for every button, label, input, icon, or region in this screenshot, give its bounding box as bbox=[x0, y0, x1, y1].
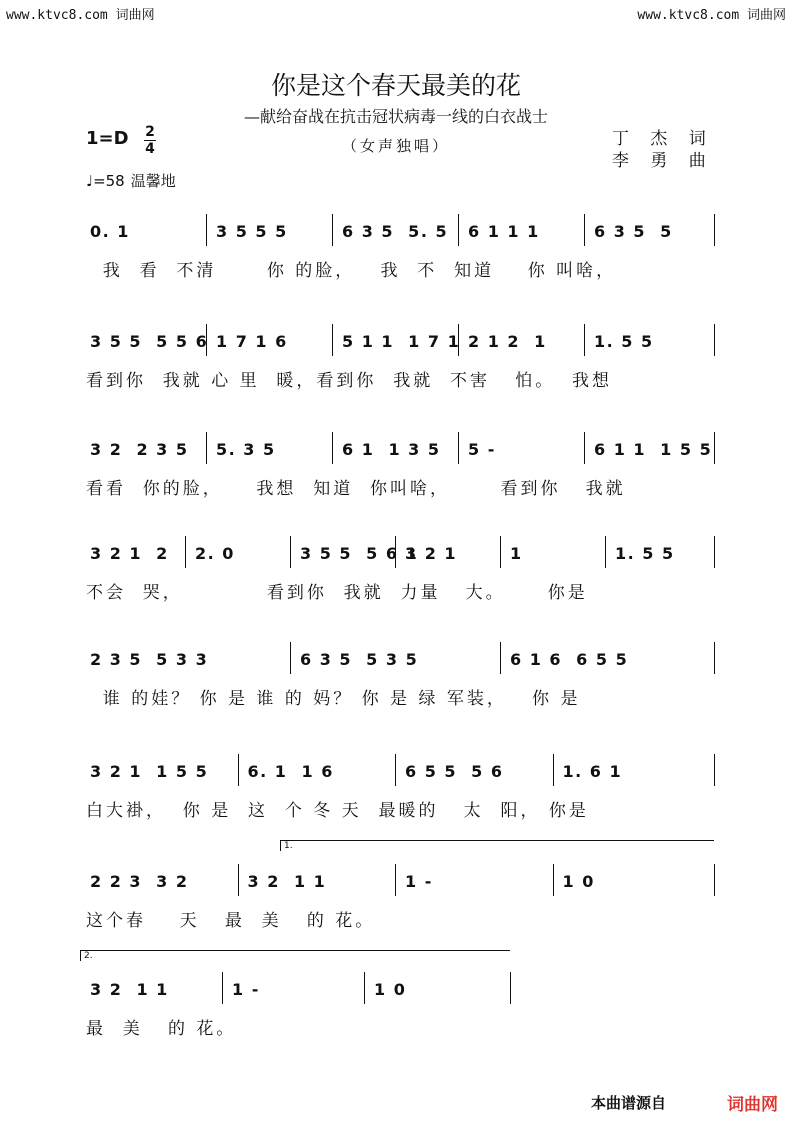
bar-line bbox=[584, 324, 585, 356]
bar-line bbox=[332, 214, 333, 246]
bar-line bbox=[395, 864, 396, 896]
lyric-line: 不会 哭， 看到你 我就 力量 大。 你是 bbox=[86, 583, 588, 603]
measure-notes: 6 1 6 6 5 5 bbox=[510, 650, 629, 669]
measure-notes: 2. 0 bbox=[195, 544, 235, 563]
bar-line bbox=[553, 754, 554, 786]
score-row bbox=[86, 752, 716, 824]
watermark-left: www.ktvc8.com 词曲网 bbox=[6, 8, 155, 23]
measure-notes: 3 2 1 1 bbox=[90, 980, 169, 999]
lyric-line: 这个春 天 最 美 的 花。 bbox=[86, 911, 376, 931]
measure-notes: 6 1 1 1 5 5 bbox=[594, 440, 713, 459]
lyric-line: 最 美 的 花。 bbox=[86, 1019, 237, 1039]
lyric-line: 白大褂， 你 是 这 个 冬 天 最暖的 太 阳， 你是 bbox=[86, 801, 589, 821]
measure-notes: 6 3 5 5 3 5 bbox=[300, 650, 419, 669]
song-title: 你是这个春天最美的花 bbox=[270, 71, 521, 100]
bar-line bbox=[364, 972, 365, 1004]
bar-line bbox=[206, 432, 207, 464]
bar-line bbox=[332, 432, 333, 464]
score-row bbox=[86, 640, 716, 712]
bar-line bbox=[714, 642, 715, 674]
measure-notes: 5. 3 5 bbox=[216, 440, 276, 459]
bar-line bbox=[605, 536, 606, 568]
source-text: 本曲谱源自 bbox=[590, 1094, 666, 1112]
measure-notes: 1 7 1 6 bbox=[216, 332, 288, 351]
score-row bbox=[86, 430, 716, 502]
measure-notes: 6 5 5 5 6 bbox=[405, 762, 504, 781]
notes-line bbox=[86, 752, 716, 796]
key-signature: 1=D bbox=[86, 128, 129, 149]
score-row bbox=[86, 970, 512, 1042]
measure-notes: 2 1 2 1 bbox=[468, 332, 547, 351]
bar-line bbox=[290, 536, 291, 568]
measure-notes: 5 1 1 1 7 1 bbox=[342, 332, 461, 351]
voice-type: （女声独唱） bbox=[341, 137, 450, 155]
bar-line bbox=[290, 642, 291, 674]
measure-notes: 1 - bbox=[232, 980, 260, 999]
bar-line bbox=[714, 864, 715, 896]
bar-line bbox=[714, 214, 715, 246]
measure-notes: 6. 1 1 6 bbox=[247, 762, 334, 781]
tempo-marking bbox=[86, 170, 176, 191]
bar-line bbox=[458, 432, 459, 464]
bar-line bbox=[238, 754, 239, 786]
song-subtitle: —献给奋战在抗击冠状病毒一线的白衣战士 bbox=[243, 107, 548, 126]
bar-line bbox=[500, 536, 501, 568]
bar-line bbox=[458, 324, 459, 356]
bar-line bbox=[395, 536, 396, 568]
measure-notes: 3 2 1 bbox=[405, 544, 458, 563]
bar-line bbox=[584, 432, 585, 464]
measure-notes: 1. 6 1 bbox=[562, 762, 623, 781]
bar-line bbox=[206, 324, 207, 356]
measure-notes: 5 - bbox=[468, 440, 496, 459]
bar-line bbox=[222, 972, 223, 1004]
measure-notes: 3 2 2 3 5 bbox=[90, 440, 189, 459]
notes-line bbox=[86, 322, 716, 366]
notes-line bbox=[86, 970, 512, 1014]
lyric-line: 我 看 不清 你 的脸， 我 不 知道 你 叫啥， bbox=[86, 261, 617, 281]
bar-line bbox=[553, 864, 554, 896]
tempo-value: ♩=58 bbox=[86, 172, 125, 190]
bar-line bbox=[714, 432, 715, 464]
time-sig-top: 2 bbox=[145, 124, 155, 140]
measure-notes: 2 3 5 5 3 3 bbox=[90, 650, 209, 669]
measure-notes: 3 2 1 2 bbox=[90, 544, 169, 563]
measure-notes: 3 2 1 1 5 5 bbox=[90, 762, 209, 781]
measure-notes: 3 5 5 5 bbox=[216, 222, 288, 241]
measure-notes: 1. 5 5 bbox=[594, 332, 654, 351]
time-signature bbox=[144, 124, 156, 157]
measure-notes: 0. 1 bbox=[90, 222, 130, 241]
measure-notes: 3 5 5 5 5 6 bbox=[90, 332, 209, 351]
measure-notes: 2 2 3 3 2 bbox=[90, 872, 189, 891]
bar-line bbox=[714, 536, 715, 568]
bar-line bbox=[714, 324, 715, 356]
score-row bbox=[86, 534, 716, 606]
notes-line bbox=[86, 862, 716, 906]
lyric-line: 看看 你的脸， 我想 知道 你叫啥， 看到你 我就 bbox=[86, 479, 626, 499]
lyricist-credit: 丁 杰 词 bbox=[612, 129, 714, 149]
measure-notes: 1 0 bbox=[562, 872, 595, 891]
measure-notes: 1 bbox=[510, 544, 523, 563]
measure-notes: 6 1 1 1 bbox=[468, 222, 540, 241]
measure-notes: 6 3 5 5 bbox=[594, 222, 673, 241]
volta-bracket: 2. bbox=[80, 950, 510, 961]
notes-line bbox=[86, 430, 716, 474]
bar-line bbox=[458, 214, 459, 246]
score-row bbox=[86, 322, 716, 394]
bar-line bbox=[395, 754, 396, 786]
bar-line bbox=[206, 214, 207, 246]
score-row bbox=[86, 212, 716, 284]
notes-line bbox=[86, 534, 716, 578]
bar-line bbox=[510, 972, 511, 1004]
bar-line bbox=[185, 536, 186, 568]
bar-line bbox=[714, 754, 715, 786]
watermark-right: www.ktvc8.com 词曲网 bbox=[637, 8, 786, 23]
volta-bracket: 1. bbox=[280, 840, 714, 851]
bar-line bbox=[584, 214, 585, 246]
lyric-line: 谁 的娃？ 你 是 谁 的 妈？ 你 是 绿 军装， 你 是 bbox=[86, 689, 581, 709]
measure-notes: 3 2 1 1 bbox=[247, 872, 327, 891]
measure-notes: 6 1 1 3 5 bbox=[342, 440, 441, 459]
measure-notes: 3 5 5 5 6 1 bbox=[300, 544, 419, 563]
bar-line bbox=[238, 864, 239, 896]
expression-mark: 温馨地 bbox=[130, 172, 176, 190]
measure-notes: 1 - bbox=[405, 872, 433, 891]
measure-notes: 1. 5 5 bbox=[615, 544, 675, 563]
measure-notes: 1 0 bbox=[374, 980, 407, 999]
time-sig-bottom: 4 bbox=[145, 141, 155, 157]
composer-credit: 李 勇 曲 bbox=[612, 151, 714, 171]
bar-line bbox=[332, 324, 333, 356]
measure-notes: 6 3 5 5. 5 bbox=[342, 222, 449, 241]
bar-line bbox=[500, 642, 501, 674]
notes-line bbox=[86, 640, 716, 684]
notes-line bbox=[86, 212, 716, 256]
score-row bbox=[86, 862, 716, 934]
lyric-line: 看到你 我就 心 里 暖，看到你 我就 不害 怕。 我想 bbox=[86, 371, 613, 391]
site-logo: 词曲网 bbox=[727, 1095, 778, 1115]
